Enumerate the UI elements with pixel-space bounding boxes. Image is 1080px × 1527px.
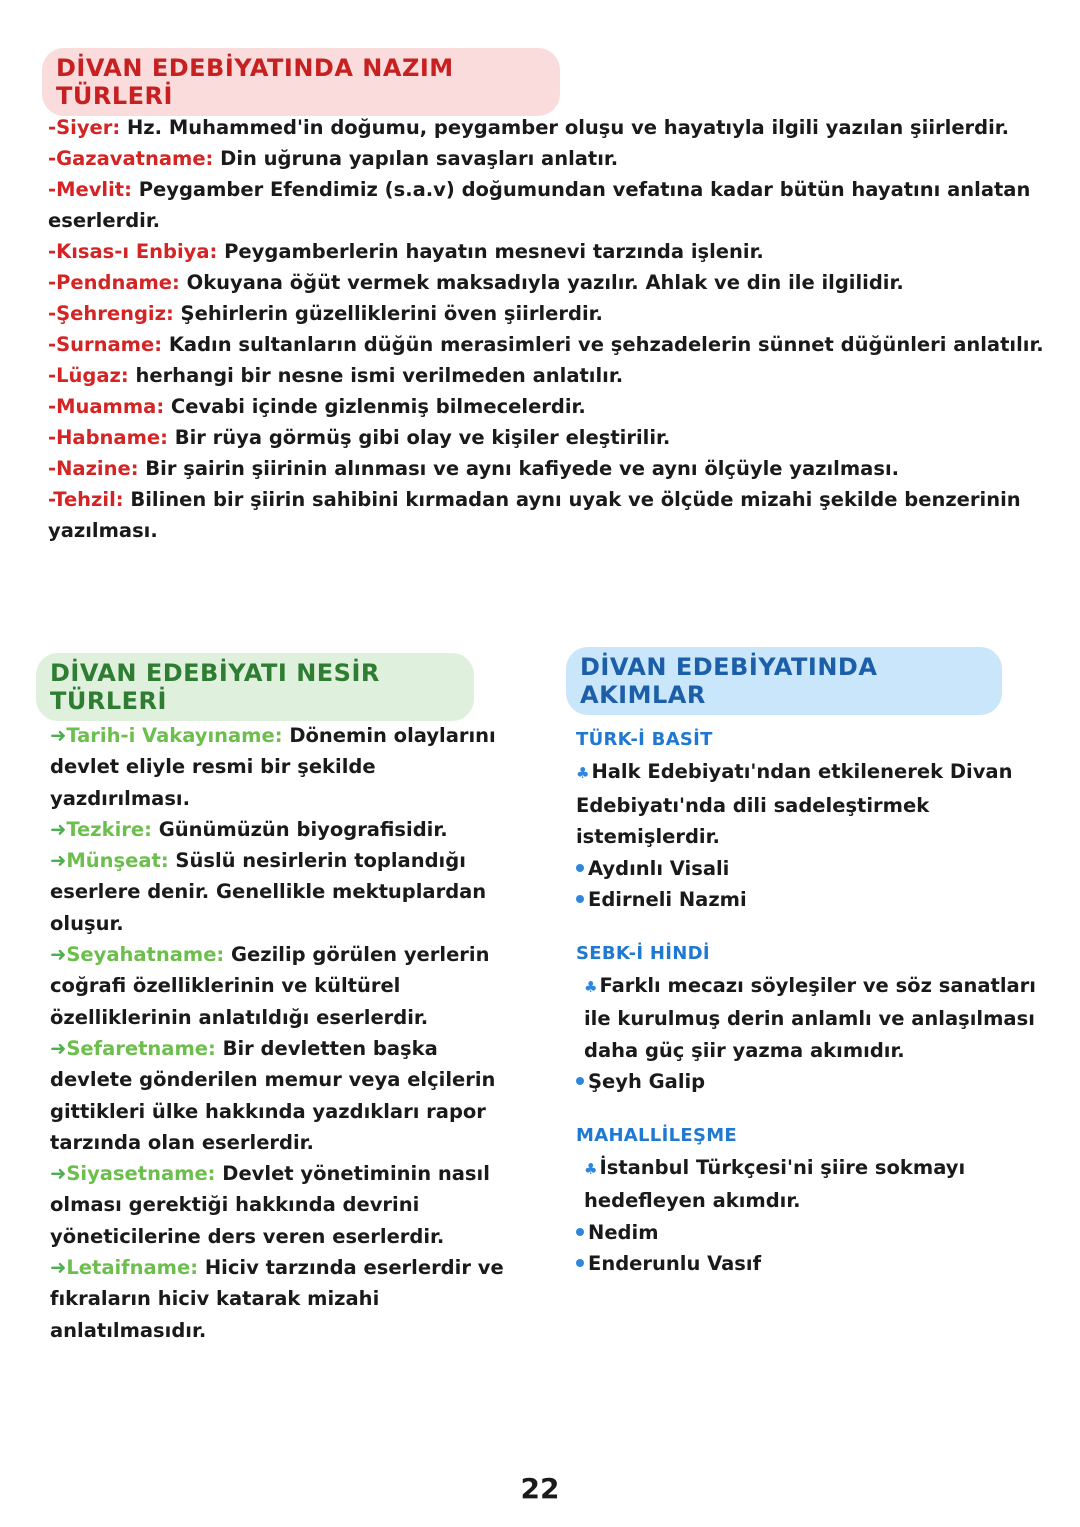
- list-item: [50, 845, 520, 939]
- list-item: [48, 360, 1048, 391]
- list-item: [48, 484, 1048, 546]
- definition: Hiciv tarzında eserlerdir ve fıkraların hiciv katarak mizahi anlatılmasıdır.: [50, 1256, 504, 1342]
- term: -Tehzil:: [48, 488, 124, 511]
- list-item: [48, 174, 1048, 236]
- person-name: Edirneli Nazmi: [588, 888, 747, 911]
- list-item: [576, 1217, 1046, 1249]
- definition: Cevabi içinde gizlenmiş bilmecelerdir.: [164, 395, 586, 418]
- list-item: [48, 112, 1048, 143]
- arrow-icon: ➜: [50, 817, 67, 841]
- list-item: [48, 453, 1048, 484]
- clover-icon: ♣: [576, 764, 590, 782]
- description-text: Halk Edebiyatı'ndan etkilenerek Divan Edebiyatı'nda dili sadeleştirmek istemişlerdir.: [576, 760, 1013, 848]
- term: -Gazavatname:: [48, 147, 214, 170]
- akim-title: MAHALLİLEŞME: [576, 1124, 738, 1146]
- definition: Süslü nesirlerin toplandığı eserlere denir. Genellikle mektuplardan oluşur.: [50, 849, 487, 935]
- list-item: [48, 298, 1048, 329]
- list-item: [50, 1033, 520, 1158]
- arrow-icon: ➜: [50, 1256, 67, 1280]
- term: -Surname:: [48, 333, 163, 356]
- list-item: [48, 329, 1048, 360]
- term: -Lügaz:: [48, 364, 129, 387]
- definition: herhangi bir nesne ismi verilmeden anlatılır.: [128, 364, 624, 387]
- page-number: 22: [520, 1472, 560, 1505]
- term: -Kısas-ı Enbiya:: [48, 240, 218, 263]
- term: -Siyer:: [48, 116, 121, 139]
- list-item: [576, 1066, 1046, 1098]
- bullet-icon: [576, 1259, 584, 1267]
- arrow-icon: ➜: [50, 724, 67, 747]
- bullet-icon: [576, 895, 584, 903]
- list-item: [50, 1252, 520, 1346]
- akim-sebk-i-hindi: [576, 938, 1046, 1098]
- list-item: [48, 422, 1048, 453]
- list-item: [576, 1248, 1046, 1280]
- list-item: [50, 720, 520, 814]
- list-item: [50, 939, 520, 1033]
- term: -Nazine:: [48, 457, 139, 480]
- list-item: [576, 884, 1046, 916]
- term: Seyahatname:: [66, 943, 225, 967]
- akim-title: SEBK-İ HİNDİ: [576, 942, 710, 964]
- person-name: Enderunlu Vasıf: [588, 1252, 762, 1275]
- bullet-icon: [576, 1077, 584, 1085]
- definition: Günümüzün biyografisidir.: [151, 817, 448, 841]
- clover-icon: ♣: [584, 977, 598, 996]
- list-item: [48, 143, 1048, 174]
- list-item: [48, 236, 1048, 267]
- definition: Bir rüya görmüş gibi olay ve kişiler eleştirilir.: [167, 426, 671, 449]
- term: -Pendname:: [48, 271, 180, 294]
- list-item: [50, 1158, 520, 1252]
- definition: Kadın sultanların düğün merasimleri ve şehzadelerin sünnet düğünleri anlatılır.: [162, 333, 1044, 356]
- person-name: Aydınlı Visali: [588, 856, 730, 880]
- nesir-list: [50, 720, 520, 1346]
- definition: Şehirlerin güzelliklerini öven şiirlerdir.: [173, 302, 603, 325]
- nesir-heading: DİVAN EDEBİYATI NESİR TÜRLERİ: [36, 653, 474, 721]
- definition: Dönemin olaylarını devlet eliyle resmi bir şekilde yazdırılması.: [50, 724, 496, 810]
- akim-description: [576, 1152, 1046, 1217]
- term: Tezkire:: [66, 817, 152, 841]
- list-item: [576, 853, 1046, 885]
- akim-mahallilesme: [576, 1120, 1046, 1280]
- nazim-heading: DİVAN EDEBİYATINDA NAZIM TÜRLERİ: [42, 48, 560, 116]
- list-item: [50, 814, 520, 845]
- person-name: Şeyh Galip: [588, 1070, 706, 1093]
- term: Siyasetname:: [66, 1162, 216, 1186]
- akimlar-list: [576, 724, 1046, 1302]
- definition: Okuyana öğüt vermek maksadıyla yazılır. Ahlak ve din ile ilgilidir.: [179, 271, 904, 294]
- akim-title: TÜRK-İ BASİT: [576, 729, 713, 750]
- term: Tarih-i Vakayıname:: [66, 724, 283, 747]
- term: -Habname:: [48, 426, 168, 449]
- definition: Din uğruna yapılan savaşları anlatır.: [213, 147, 619, 170]
- definition: Devlet yönetiminin nasıl olması gerektiği hakkında devrini yöneticilerine ders veren eserlerdir.: [50, 1162, 490, 1248]
- description-text: Farklı mecazı söyleşiler ve söz sanatları ile kurulmuş derin anlamlı ve anlaşılması daha güç şiir yazma akımıdır.: [584, 973, 1036, 1062]
- arrow-icon: ➜: [50, 943, 67, 967]
- definition: Gezilip görülen yerlerin coğrafi özelliklerinin ve kültürel özelliklerinin anlatıldığı eserlerdir.: [50, 943, 490, 1029]
- term: Letaifname:: [66, 1256, 199, 1280]
- bullet-icon: [576, 864, 584, 872]
- list-item: [48, 267, 1048, 298]
- definition: Bilinen bir şiirin sahibini kırmadan aynı uyak ve ölçüde mizahi şekilde benzerinin yazılması.: [48, 488, 1021, 542]
- akim-description: [576, 756, 1046, 853]
- term: Münşeat:: [66, 849, 169, 873]
- definition: Peygamber Efendimiz (s.a.v) doğumundan vefatına kadar bütün hayatını anlatan eserlerdir.: [48, 178, 1031, 232]
- akim-description: [576, 970, 1046, 1067]
- definition: Hz. Muhammed'in doğumu, peygamber oluşu ve hayatıyla ilgili yazılan şiirlerdir.: [120, 116, 1010, 139]
- term: -Şehrengiz:: [48, 302, 174, 325]
- arrow-icon: ➜: [50, 1162, 67, 1186]
- akimlar-heading: DİVAN EDEBİYATINDA AKIMLAR: [566, 647, 1002, 715]
- term: -Mevlit:: [48, 178, 132, 201]
- akim-turk-i-basit: [576, 724, 1046, 916]
- term: -Muamma:: [48, 395, 165, 418]
- definition: Bir şairin şiirinin alınması ve aynı kafiyede ve aynı ölçüyle yazılması.: [138, 457, 900, 480]
- list-item: [48, 391, 1048, 422]
- term: Sefaretname:: [66, 1036, 216, 1060]
- person-name: Nedim: [588, 1220, 659, 1244]
- arrow-icon: ➜: [50, 849, 67, 873]
- bullet-icon: [576, 1228, 584, 1236]
- clover-icon: ♣: [584, 1159, 598, 1178]
- arrow-icon: ➜: [50, 1036, 67, 1060]
- description-text: İstanbul Türkçesi'ni şiire sokmayı hedefleyen akımdır.: [584, 1155, 966, 1212]
- definition: Peygamberlerin hayatın mesnevi tarzında işlenir.: [217, 240, 764, 263]
- definition: Bir devletten başka devlete gönderilen memur veya elçilerin gittikleri ülke hakkında yazdıkları rapor tarzında olan eserlerdir.: [50, 1036, 496, 1154]
- nazim-list: [48, 112, 1048, 546]
